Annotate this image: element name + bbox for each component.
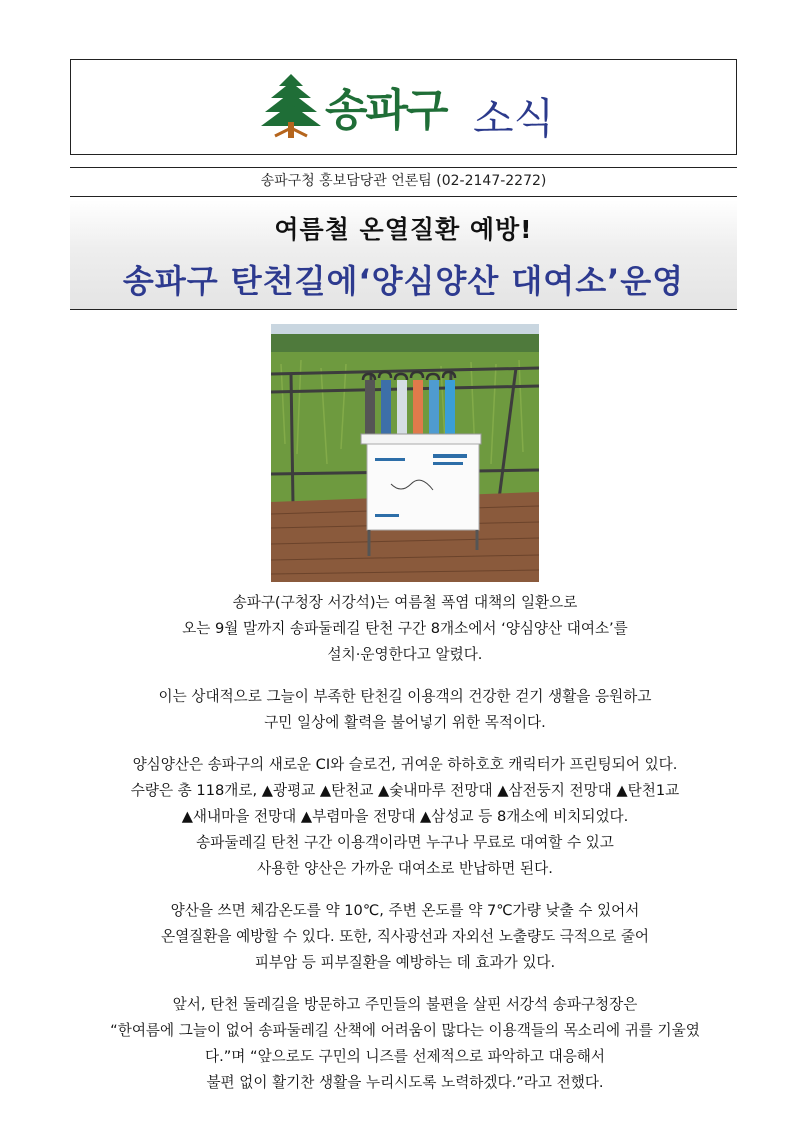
text-line: 구민 일상에 활력을 불어넣기 위한 목적이다. <box>264 714 546 731</box>
title-banner <box>70 200 737 310</box>
text-line: 이는 상대적으로 그늘이 부족한 탄천길 이용객의 건강한 걷기 생활을 응원하고 <box>158 688 652 705</box>
paragraph-5 <box>60 992 750 1096</box>
text-line: 양산을 쓰면 체감온도를 약 10℃, 주변 온도를 약 7℃가량 낮출 수 있어서 <box>170 902 640 919</box>
umbrella-stand-photo <box>271 324 539 582</box>
photo-illustration <box>271 324 539 582</box>
text-line: 송파구(구청장 서강석)는 여름철 폭염 대책의 일환으로 <box>232 594 578 611</box>
news-label: 소식 <box>473 94 555 143</box>
songpa-logo <box>261 70 461 140</box>
text-line: 사용한 양산은 가까운 대여소로 반납하면 된다. <box>257 860 553 877</box>
text-line: 피부암 등 피부질환을 예방하는 데 효과가 있다. <box>254 954 556 971</box>
text-line: 오는 9월 말까지 송파둘레길 탄천 구간 8개소에서 ‘양심양산 대여소’를 <box>182 620 628 637</box>
contact-line: 송파구청 홍보담당관 언론팀 (02-2147-2272) <box>70 167 737 197</box>
subtitle: 여름철 온열질환 예방! <box>274 215 533 244</box>
header-banner <box>70 59 737 155</box>
article-body <box>60 590 750 1112</box>
paragraph-2 <box>60 684 750 736</box>
text-line: 앞서, 탄천 둘레길을 방문하고 주민들의 불편을 살핀 서강석 송파구청장은 <box>172 996 638 1013</box>
logo-text: 송파구 <box>325 85 447 136</box>
text-line: 불편 없이 활기찬 생활을 누리시도록 노력하겠다.”라고 전했다. <box>206 1074 604 1091</box>
text-line: 양심양산은 송파구의 새로운 CI와 슬로건, 귀여운 하하호호 캐릭터가 프린팅되어 있다. <box>132 756 678 773</box>
text-line: 온열질환을 예방할 수 있다. 또한, 직사광선과 자외선 노출량도 극적으로 줄어 <box>160 928 650 945</box>
main-title: 송파구 탄천길에‘양심양산 대여소’운영 <box>122 262 685 300</box>
text-line: 수량은 총 118개로, ▲광평교 ▲탄천교 ▲숯내마루 전망대 ▲삼전둥지 전망대 ▲탄천1교 <box>130 782 680 799</box>
paragraph-3 <box>60 752 750 882</box>
tree-logo-icon <box>261 70 321 140</box>
paragraph-1 <box>60 590 750 668</box>
text-line: 송파둘레길 탄천 구간 이용객이라면 누구나 무료로 대여할 수 있고 <box>196 834 614 851</box>
text-line: ▲새내마을 전망대 ▲부렴마을 전망대 ▲삼성교 등 8개소에 비치되었다. <box>181 808 629 825</box>
text-line: “한여름에 그늘이 없어 송파둘레길 산책에 어려움이 많다는 이용객들의 목소리에 귀를 기울였 <box>110 1022 700 1039</box>
text-line: 다.”며 “앞으로도 구민의 니즈를 선제적으로 파악하고 대응해서 <box>204 1048 606 1065</box>
text-line: 설치·운영한다고 알렸다. <box>327 646 483 663</box>
paragraph-4 <box>60 898 750 976</box>
